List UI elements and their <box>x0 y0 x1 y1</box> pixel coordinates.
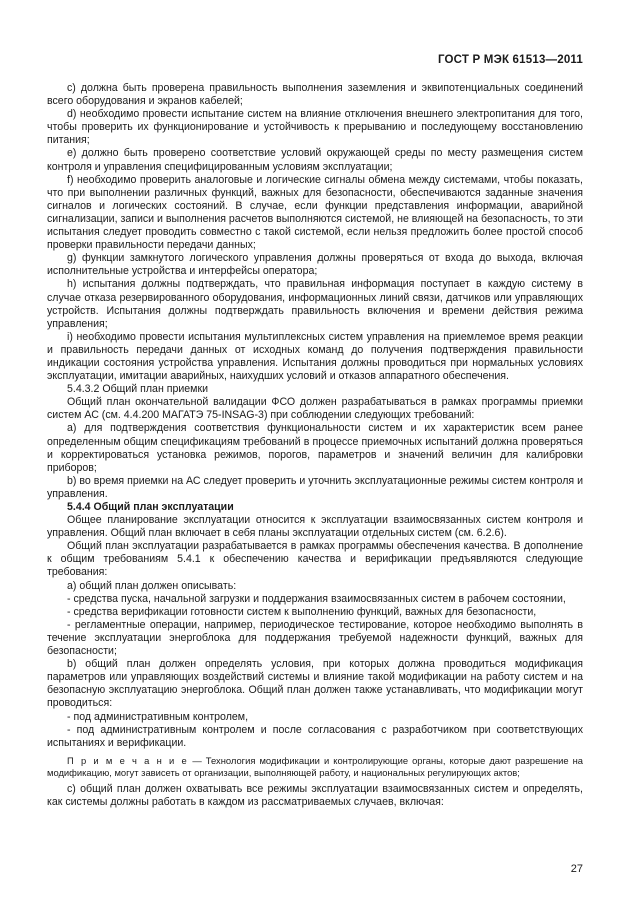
list-item-d: d) необходимо провести испытание систем на влияние отключения внешнего электропитания для того, чтобы проверить их функционирование и устойчивость к прерыванию и последующему восстановлению питания; <box>47 108 583 147</box>
list-item-a: a) общий план должен описывать: <box>67 579 237 592</box>
dash-item: - под административным контролем и после согласования с разработчиком при соответствующих испытаниях и верификации. <box>47 723 583 749</box>
paragraph: Общий план окончательной валидации ФСО должен разрабатываться в рамках программы приемки систем АС (см. 4.4.200 МАГАТЭ 75-INSAG-3) при соблюдении следующих требований: <box>47 396 583 422</box>
list-item-b: b) во время приемки на АС следует проверить и уточнить эксплуатационные режимы систем контроля и управления. <box>47 474 583 500</box>
section-heading-5-4-3-2: 5.4.3.2 Общий план приемки <box>67 383 209 396</box>
dash-item: - регламентные операции, например, периодическое тестирование, которое необходимо выполнять в течение эксплуатации энергоблока для поддержания требуемой надежности функций, важных для безопасности; <box>47 618 583 658</box>
page-number: 27 <box>570 863 583 875</box>
list-item-b: b) общий план должен определять условия, при которых должна проводиться модификация параметров или управляющих воздействий системы и влияние такой модификации на работу систем и на безопасную эксплуатацию энергоблока. Общий план должен также устанавливать, что модификации могут проводиться: <box>47 658 583 710</box>
dash-item: - под административным контролем, <box>67 710 249 723</box>
list-item-h: h) испытания должны подтверждать, что правильная информация поступает в каждую систему в случае отказа резервированного оборудования, информационных линий связи, датчиков или управляющих устройств. Испытания должны подтверждать правильность включения и времени действия режима управления; <box>47 278 583 330</box>
list-item-c: c) должна быть проверена правильность выполнения заземления и эквипотенциальных соединений всего оборудования и экранов кабелей; <box>47 82 583 108</box>
dash-item: - средства верификации готовности систем к выполнению функций, важных для безопасности, <box>67 605 537 618</box>
document-body <box>47 82 583 809</box>
note <box>47 755 583 779</box>
list-item-f: f) необходимо проверить аналоговые и логические сигналы обмена между системами, чтобы показать, что при выполнении различных функций, важных для безопасности, обеспечиваются заданные значения сигналов и логических состояний. В случае, если функции представления информации, аварийной сигнализации, записи и выполнения расчетов выполняются системой, не влияющей на безопасность, то эти испытания следует проводить совместно с такой системой, если нельзя предложить более простой способ проверки правильности передачи данных; <box>47 173 583 252</box>
section-heading-5-4-4: 5.4.4 Общий план эксплуатации <box>67 501 234 513</box>
dash-item: - средства пуска, начальной загрузки и поддержания взаимосвязанных систем в рабочем состоянии, <box>67 592 566 605</box>
paragraph: Общее планирование эксплуатации относится к эксплуатации взаимосвязанных систем контроля и управления. Общий план включает в себя планы эксплуатации отдельных систем (см. 6.2.6). <box>47 514 583 540</box>
note-label: П р и м е ч а н и е <box>67 754 189 766</box>
list-item-e: e) должно быть проверено соответствие условий окружающей среды по месту размещения систем контроля и управления специфицированным условиям эксплуатации; <box>47 147 583 173</box>
paragraph: Общий план эксплуатации разрабатывается в рамках программы обеспечения качества. В дополнение к общим требованиям 5.4.1 к обеспечению качества и верификации предъявляются следующие требования: <box>47 540 583 579</box>
document-header: ГОСТ Р МЭК 61513—2011 <box>437 54 583 66</box>
list-item-g: g) функции замкнутого логического управления должны проверяться от входа до выхода, включая исполнительные устройства и интерфейсы оператора; <box>47 252 583 278</box>
note-text: — Технология модификации и контролирующие органы, которые дают разрешение на модификацию, могут зависеть от организации, выполняющей работу, и национальных регулирующих актов; <box>47 754 584 778</box>
list-item-i: i) необходимо провести испытания мультиплексных систем управления на приемлемое время реакции и правильность передачи данных от исходных команд до получения подтверждения правильности индикации состояния устройства управления. Испытания должны проводиться при нормальных условиях эксплуатации, имитации аварийных, наихудших условий и отказов аппаратного обеспечения. <box>47 330 583 383</box>
list-item-c: c) общий план должен охватывать все режимы эксплуатации взаимосвязанных систем и определять, как системы должны работать в каждом из рассматриваемых случаев, включая: <box>47 783 583 809</box>
list-item-a: a) для подтверждения соответствия функциональности систем и их характеристик всем ранее определенным общим спецификациям требований в процессе приемочных испытаний должна проверяться и корректироваться установка режимов, порогов, параметров и значений величин для калибровки приборов; <box>47 422 583 474</box>
